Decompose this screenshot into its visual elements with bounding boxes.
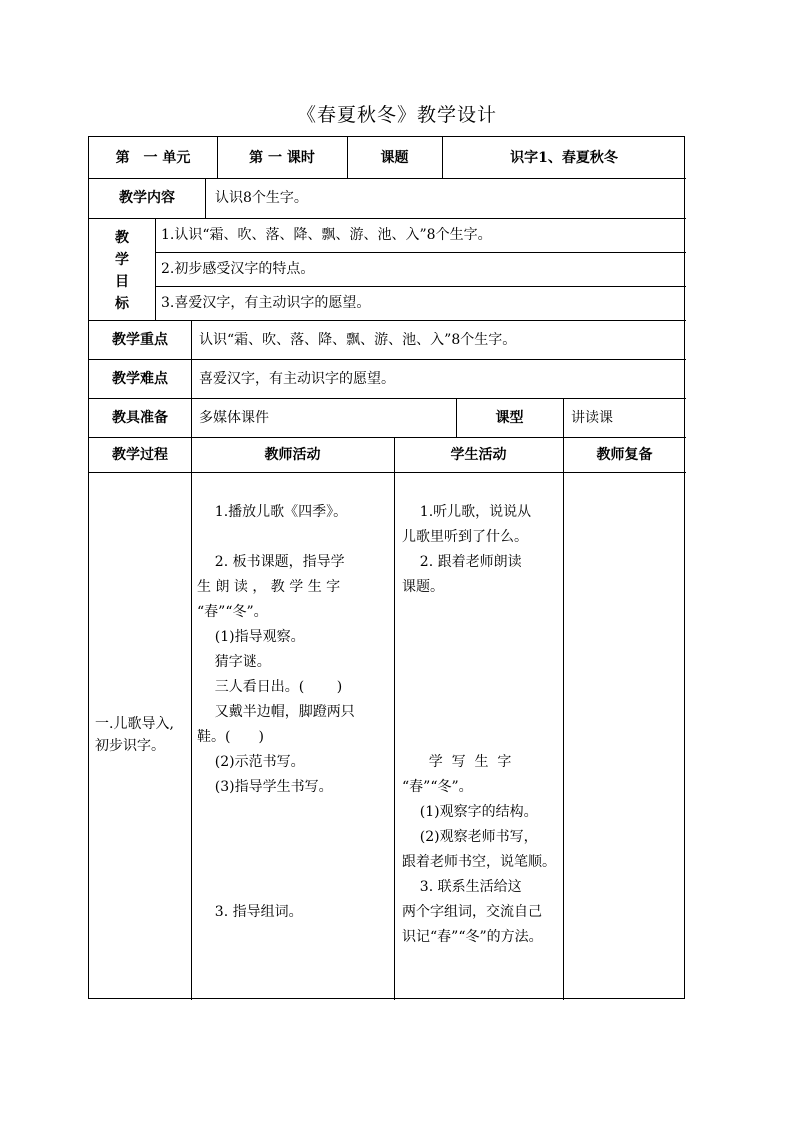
content-value: 认识8个生字。 bbox=[215, 190, 308, 206]
goal-item-1: 1.认识“霜、吹、落、降、飘、游、池、入”8个生字。 bbox=[161, 227, 492, 243]
page-title: 《春夏秋冬》教学设计 bbox=[296, 104, 497, 126]
student-activities: 1.听儿歌，说说从 儿歌里听到了什么。 2. 跟着老师朗读 课题。 学 写 生 字 “春”“冬”。 (1)观察字的结构。 (2)观察老师书写， 跟着老师书空，说笔顺。 3. 联系生活给这 两个字组词，交流自己 识记“春”“冬”的方法。 bbox=[402, 504, 556, 945]
teacher-activities: 1.播放儿歌《四季》。 2. 板书课题，指导学 生 朗 读 ， 教 学 生 字 “春”“冬”。 (1)指导观察。 猜字谜。 三人看日出。( ) 又戴半边帽，脚蹬两只 鞋。( ) (2)示范书写。 (3)指导学生书写。 3. 指导组词。 bbox=[197, 504, 355, 920]
content-label: 教学内容 bbox=[119, 190, 175, 206]
tools-label: 教具准备 bbox=[112, 409, 168, 426]
goal-item-3: 3.喜爱汉字，有主动识字的愿望。 bbox=[161, 295, 371, 311]
process-stage: 一.儿歌导入, 初步识字。 bbox=[95, 716, 174, 754]
lesson-type-value: 讲读课 bbox=[571, 409, 613, 426]
key-points-label: 教学重点 bbox=[112, 331, 168, 348]
student-activity-header: 学生活动 bbox=[450, 446, 507, 463]
lesson-plan-table bbox=[88, 136, 685, 999]
tools-value: 多媒体课件 bbox=[199, 409, 269, 426]
unit-cell: 第 一 单元 bbox=[115, 149, 191, 166]
process-header: 教学过程 bbox=[112, 446, 168, 463]
topic-value: 识字1、春夏秋冬 bbox=[510, 149, 618, 166]
lesson-cell: 第 一 课时 bbox=[249, 149, 315, 166]
goal-item-2: 2.初步感受汉字的特点。 bbox=[161, 261, 315, 277]
lesson-type-label: 课型 bbox=[495, 409, 524, 426]
topic-label: 课题 bbox=[380, 149, 409, 166]
teacher-review-header: 教师复备 bbox=[596, 446, 653, 463]
teacher-activity-header: 教师活动 bbox=[264, 446, 321, 463]
difficulties-value: 喜爱汉字，有主动识字的愿望。 bbox=[199, 370, 395, 387]
goals-label: 教 学 目 标 bbox=[115, 230, 129, 312]
key-points-value: 认识“霜、吹、落、降、飘、游、池、入”8个生字。 bbox=[199, 331, 517, 348]
difficulties-label: 教学难点 bbox=[112, 370, 168, 387]
